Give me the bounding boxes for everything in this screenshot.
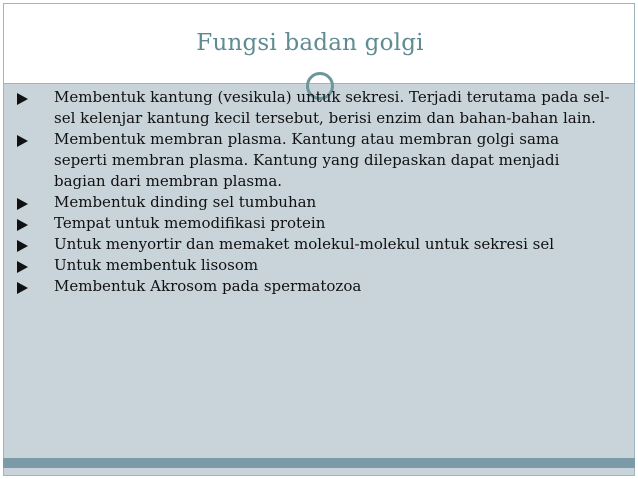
bullet-item [14, 129, 614, 192]
bullet-text: Untuk menyortir dan memaket molekul-molekul untuk sekresi sel [54, 235, 555, 253]
bullet-item [14, 213, 614, 234]
triangle-bullet-icon [17, 198, 28, 210]
bullet-list [14, 87, 614, 297]
slide-title: Fungsi badan golgi [196, 30, 424, 56]
bullet-text: Membentuk kantung (vesikula) untuk sekresi. Terjadi terutama pada sel-sel kelenjar kantung kecil tersebut, berisi enzim dan bahan-bahan lain. [54, 88, 610, 127]
bullet-text: Membentuk Akrosom pada spermatozoa [54, 277, 362, 295]
triangle-bullet-icon [17, 93, 28, 105]
bullet-item [14, 234, 614, 255]
bullet-text: Membentuk dinding sel tumbuhan [54, 193, 317, 211]
bullet-item [14, 255, 614, 276]
bullet-text: Tempat untuk memodifikasi protein [54, 214, 326, 232]
bullet-item [14, 87, 614, 129]
bullet-text: Membentuk membran plasma. Kantung atau membran golgi sama seperti membran plasma. Kantung yang dilepaskan dapat menjadi bagian dari membran plasma. [54, 130, 560, 190]
bullet-text: Untuk membentuk lisosom [54, 256, 259, 274]
bullet-item [14, 276, 614, 297]
bullet-item [14, 192, 614, 213]
triangle-bullet-icon [17, 240, 28, 252]
triangle-bullet-icon [17, 261, 28, 273]
triangle-bullet-icon [17, 282, 28, 294]
triangle-bullet-icon [17, 135, 28, 147]
footer-band [3, 458, 635, 468]
triangle-bullet-icon [17, 219, 28, 231]
